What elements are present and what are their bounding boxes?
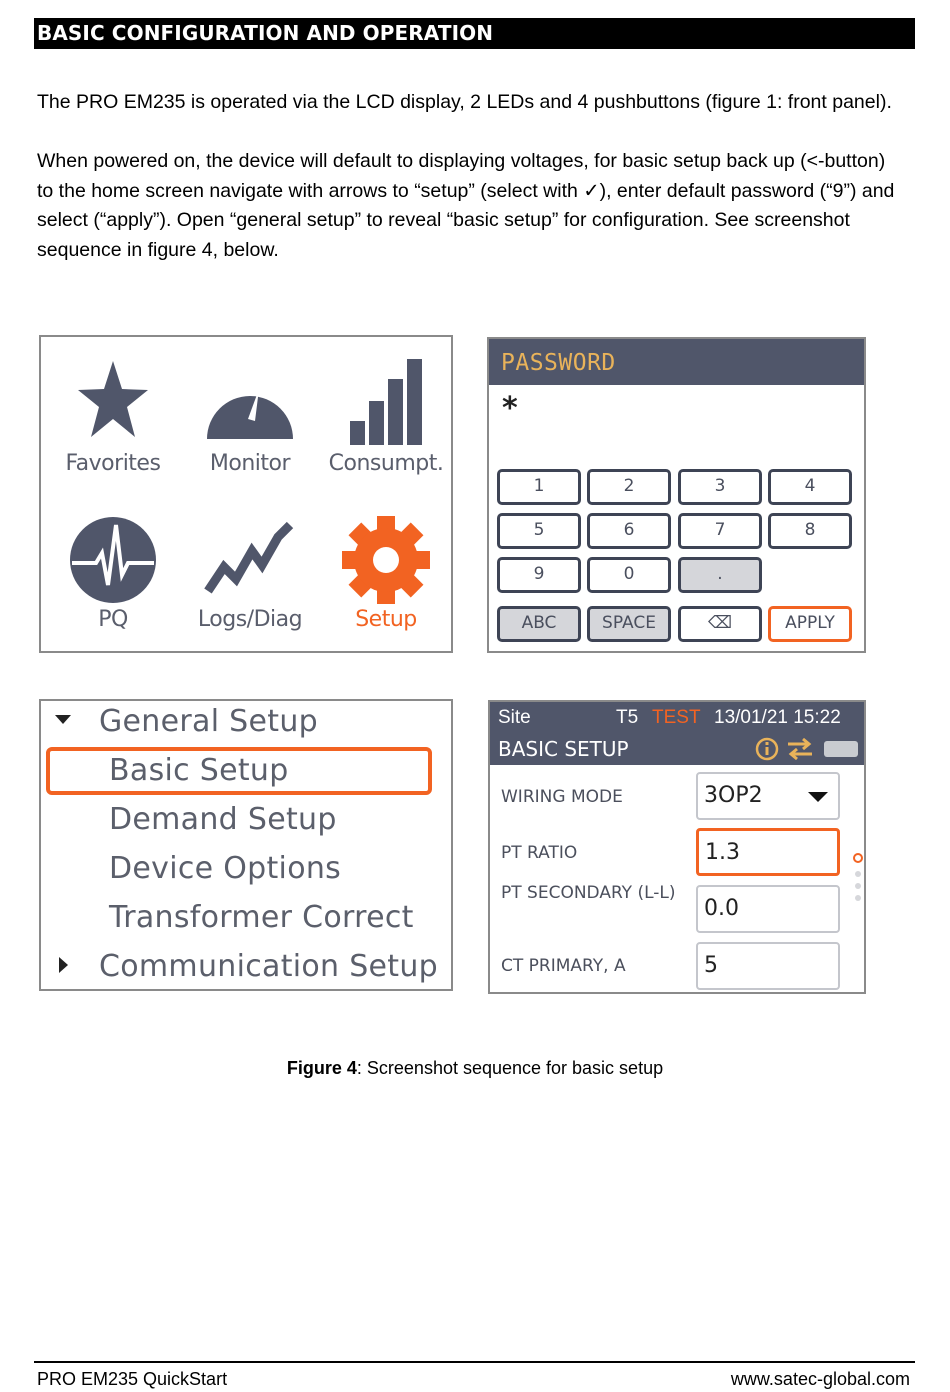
footer-website: www.satec-global.com xyxy=(730,1369,910,1389)
key-6[interactable]: 6 xyxy=(587,513,671,549)
menu-device-options[interactable]: Device Options xyxy=(109,851,342,886)
intro-paragraph: The PRO EM235 is operated via the LCD display, 2 LEDs and 4 pushbuttons (figure 1: front panel). xyxy=(37,91,892,113)
info-icon xyxy=(755,737,779,761)
pt-secondary-label: PT SECONDARY (L-L) xyxy=(501,883,676,903)
expanded-arrow-icon xyxy=(55,715,71,724)
key-0[interactable]: 0 xyxy=(587,557,671,593)
tile-label: PQ xyxy=(98,607,128,632)
key-5[interactable]: 5 xyxy=(497,513,581,549)
backspace-icon: ⌫ xyxy=(707,613,733,633)
key-4[interactable]: 4 xyxy=(768,469,852,505)
screen-title: BASIC SETUP xyxy=(498,737,629,761)
test-badge: TEST xyxy=(652,707,701,728)
key-7[interactable]: 7 xyxy=(678,513,762,549)
pt-secondary-value: 0.0 xyxy=(704,896,739,921)
caption-text: : Screenshot sequence for basic setup xyxy=(356,1058,664,1078)
heartbeat-icon xyxy=(68,515,158,605)
home-screen-panel xyxy=(39,335,453,653)
setup-menu-panel xyxy=(39,699,453,991)
key-2[interactable]: 2 xyxy=(587,469,671,505)
tile-label: Setup xyxy=(355,607,417,632)
tile-label: Favorites xyxy=(65,451,161,476)
password-title: PASSWORD xyxy=(489,339,864,385)
figure-caption xyxy=(0,1058,950,1079)
password-value[interactable]: * xyxy=(502,391,518,426)
key-3[interactable]: 3 xyxy=(678,469,762,505)
key-9[interactable]: 9 xyxy=(497,557,581,593)
menu-demand-setup[interactable]: Demand Setup xyxy=(109,802,337,837)
wiring-mode-value: 3OP2 xyxy=(704,783,763,808)
tile-consumption[interactable] xyxy=(320,359,452,476)
pt-ratio-label: PT RATIO xyxy=(501,843,578,863)
status-header xyxy=(490,702,864,765)
tag-label: T5 xyxy=(616,707,639,728)
scroll-indicator[interactable] xyxy=(852,852,864,908)
site-label: Site xyxy=(498,707,531,728)
key-8[interactable]: 8 xyxy=(768,513,852,549)
battery-icon xyxy=(824,741,860,757)
abc-button[interactable]: ABC xyxy=(497,606,581,642)
space-button[interactable]: SPACE xyxy=(587,606,671,642)
figure-number: Figure 4 xyxy=(286,1058,357,1078)
ct-primary-value: 5 xyxy=(704,953,718,978)
tile-setup[interactable] xyxy=(320,515,452,632)
chevron-down-icon xyxy=(808,792,828,802)
tile-label: Monitor xyxy=(209,451,291,476)
gear-icon xyxy=(341,515,431,605)
ct-primary-label: CT PRIMARY, A xyxy=(501,956,626,976)
menu-basic-setup[interactable]: Basic Setup xyxy=(109,753,289,788)
backspace-button[interactable] xyxy=(678,606,762,642)
tile-label: Logs/Diag xyxy=(197,607,303,632)
password-screen-panel xyxy=(487,337,866,653)
menu-communication-setup[interactable]: Communication Setup xyxy=(99,949,439,984)
tile-monitor[interactable] xyxy=(184,359,316,476)
basic-setup-screen-panel xyxy=(488,700,866,994)
tile-label: Consumpt. xyxy=(328,451,444,476)
tile-logs-diag[interactable] xyxy=(184,515,316,632)
pt-secondary-field[interactable] xyxy=(696,885,840,933)
tile-favorites[interactable] xyxy=(47,359,179,476)
wiring-mode-dropdown[interactable] xyxy=(696,772,840,820)
section-title: BASIC CONFIGURATION AND OPERATION xyxy=(34,18,915,49)
gauge-icon xyxy=(205,359,295,449)
bar-chart-icon xyxy=(346,359,426,449)
menu-transformer-correction[interactable]: Transformer Correct xyxy=(109,900,414,935)
star-icon xyxy=(78,359,148,449)
collapsed-arrow-icon xyxy=(59,957,68,973)
tile-pq[interactable] xyxy=(47,515,179,632)
wiring-mode-label: WIRING MODE xyxy=(501,787,623,807)
datetime: 13/01/21 15:22 xyxy=(714,707,841,728)
instructions-paragraph: When powered on, the device will default to displaying voltages, for basic setup back up (<-button) to the home screen navigate with arrows to “setup” (select with ✓), enter default password (“9”) and select (“apply”). Open “general setup” to reveal “basic setup” for configuration. See screenshot sequence in figure 4, below. xyxy=(37,150,895,261)
footer-doc-title: PRO EM235 QuickStart xyxy=(37,1369,228,1389)
pt-ratio-value: 1.3 xyxy=(705,840,740,865)
apply-button[interactable]: APPLY xyxy=(768,606,852,642)
footer-divider xyxy=(34,1361,915,1363)
menu-general-setup[interactable]: General Setup xyxy=(99,704,318,739)
ct-primary-field[interactable] xyxy=(696,942,840,990)
trend-line-icon xyxy=(202,515,298,605)
transfer-arrows-icon xyxy=(786,738,814,760)
key-dot[interactable]: . xyxy=(678,557,762,593)
pt-ratio-field[interactable] xyxy=(696,828,840,876)
key-1[interactable]: 1 xyxy=(497,469,581,505)
